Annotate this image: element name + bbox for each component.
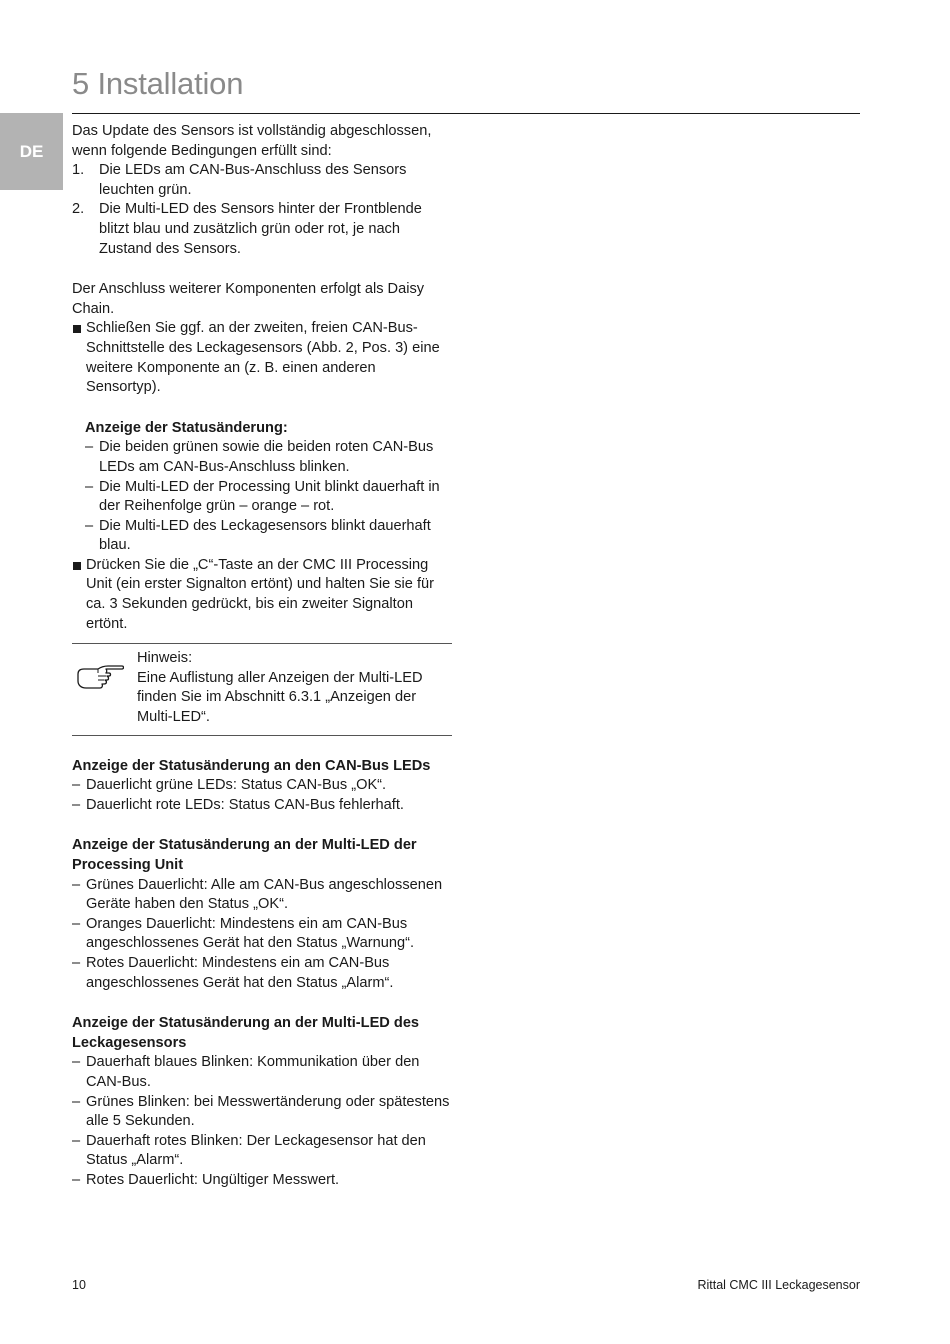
- action-text: Drücken Sie die „C“-Taste an der CMC III Processing Unit (ein erster Signalton ertönt) und halten Sie sie für ca. 3 Sekunden gedrückt, bis ein zweiter Signalton ertönt.: [86, 556, 435, 632]
- dash-mark: –: [72, 1171, 81, 1188]
- action-text: Schließen Sie ggf. an der zweiten, freien CAN-Bus-Schnittstelle des Leckagesensors (Abb. 2, Pos. 3) eine weitere Komponente an (z. B. einen anderen Sensortyp).: [86, 320, 440, 396]
- step-number: 1.: [72, 162, 85, 179]
- dash-mark: –: [72, 915, 81, 932]
- status-item: [85, 438, 452, 477]
- dash-mark: –: [85, 439, 94, 456]
- list-item: [72, 876, 452, 915]
- action-item: [72, 556, 452, 634]
- leak-sensor-heading: Anzeige der Statusänderung an der Multi-LED des Leckagesensors: [72, 1015, 420, 1051]
- square-bullet-icon: [73, 562, 81, 570]
- step-item: [72, 200, 452, 259]
- note-box: [72, 643, 452, 735]
- dash-mark: –: [72, 1132, 81, 1149]
- status-item-text: Die Multi-LED der Processing Unit blinkt dauerhaft in der Reihenfolge grün – orange – rot.: [99, 478, 440, 515]
- list-item-text: Rotes Dauerlicht: Mindestens ein am CAN-Bus angeschlossenes Gerät hat den Status „Alarm“.: [86, 954, 394, 991]
- list-item: [72, 1053, 452, 1092]
- canbus-list: [72, 776, 452, 815]
- status-item-text: Die Multi-LED des Leckagesensors blinkt dauerhaft blau.: [99, 517, 431, 554]
- step-text: Die LEDs am CAN-Bus-Anschluss des Sensors leuchten grün.: [99, 162, 407, 198]
- status-list: [85, 438, 452, 556]
- processing-list: [72, 876, 452, 994]
- list-item: [72, 1132, 452, 1171]
- leak-sensor-list: [72, 1053, 452, 1190]
- list-item: [72, 796, 452, 816]
- status-heading: Anzeige der Statusänderung:: [85, 419, 288, 436]
- step-list: [72, 161, 452, 259]
- step-number: 2.: [72, 201, 85, 218]
- document-title: Rittal CMC III Leckagesensor: [697, 1278, 860, 1292]
- main-column: [72, 122, 452, 1191]
- title-rule: [72, 113, 860, 114]
- dash-mark: –: [85, 478, 94, 495]
- status-item: [85, 517, 452, 556]
- list-item-text: Rotes Dauerlicht: Ungültiger Messwert.: [86, 1171, 340, 1188]
- status-block: [72, 419, 452, 556]
- list-item: [72, 776, 452, 796]
- page-number: 10: [72, 1278, 86, 1292]
- status-item-text: Die beiden grünen sowie die beiden roten CAN-Bus LEDs am CAN-Bus-Anschluss blinken.: [99, 439, 434, 475]
- action-list: [72, 556, 452, 634]
- processing-heading: Anzeige der Statusänderung an der Multi-LED der Processing Unit: [72, 837, 417, 873]
- page-title: 5 Installation: [72, 66, 244, 101]
- list-item-text: Dauerlicht rote LEDs: Status CAN-Bus fehlerhaft.: [86, 796, 404, 813]
- note-label: Hinweis:: [137, 650, 193, 667]
- dash-mark: –: [72, 1093, 81, 1110]
- canbus-heading: Anzeige der Statusänderung an den CAN-Bus LEDs: [72, 757, 431, 774]
- action-item: [72, 319, 452, 397]
- square-bullet-icon: [73, 325, 81, 333]
- list-item: [72, 915, 452, 954]
- dash-mark: –: [72, 796, 81, 813]
- list-item-text: Dauerlicht grüne LEDs: Status CAN-Bus „OK“.: [86, 777, 387, 794]
- step-item: [72, 161, 452, 200]
- step-text: Die Multi-LED des Sensors hinter der Frontblende blitzt blau und zusätzlich grün oder rot, je nach Zustand des Sensors.: [99, 201, 422, 257]
- language-tab: DE: [0, 113, 63, 190]
- list-item-text: Dauerhaft blaues Blinken: Kommunikation über den CAN-Bus.: [86, 1054, 420, 1090]
- dash-mark: –: [72, 1054, 81, 1071]
- list-item: [72, 1171, 452, 1191]
- list-item: [72, 954, 452, 993]
- list-item-text: Dauerhaft rotes Blinken: Der Leckagesensor hat den Status „Alarm“.: [86, 1132, 426, 1169]
- status-item: [85, 478, 452, 517]
- list-item: [72, 1093, 452, 1132]
- action-list: [72, 319, 452, 397]
- note-text: Eine Auflistung aller Anzeigen der Multi-LED finden Sie im Abschnitt 6.3.1 „Anzeigen der Multi-LED“.: [137, 669, 423, 726]
- dash-mark: –: [72, 777, 81, 794]
- pointing-hand-icon: [76, 664, 124, 692]
- list-item-text: Grünes Blinken: bei Messwertänderung oder spätestens alle 5 Sekunden.: [86, 1093, 450, 1130]
- list-item-text: Oranges Dauerlicht: Mindestens ein am CAN-Bus angeschlossenes Gerät hat den Status „Warnung“.: [86, 915, 415, 952]
- intro-text: Das Update des Sensors ist vollständig abgeschlossen, wenn folgende Bedingungen erfüllt sind:: [72, 123, 432, 159]
- dash-mark: –: [85, 517, 94, 534]
- daisy-chain-text: Der Anschluss weiterer Komponenten erfolgt als Daisy Chain.: [72, 281, 425, 317]
- list-item-text: Grünes Dauerlicht: Alle am CAN-Bus angeschlossenen Geräte haben den Status „OK“.: [86, 876, 443, 913]
- dash-mark: –: [72, 876, 81, 893]
- dash-mark: –: [72, 954, 81, 971]
